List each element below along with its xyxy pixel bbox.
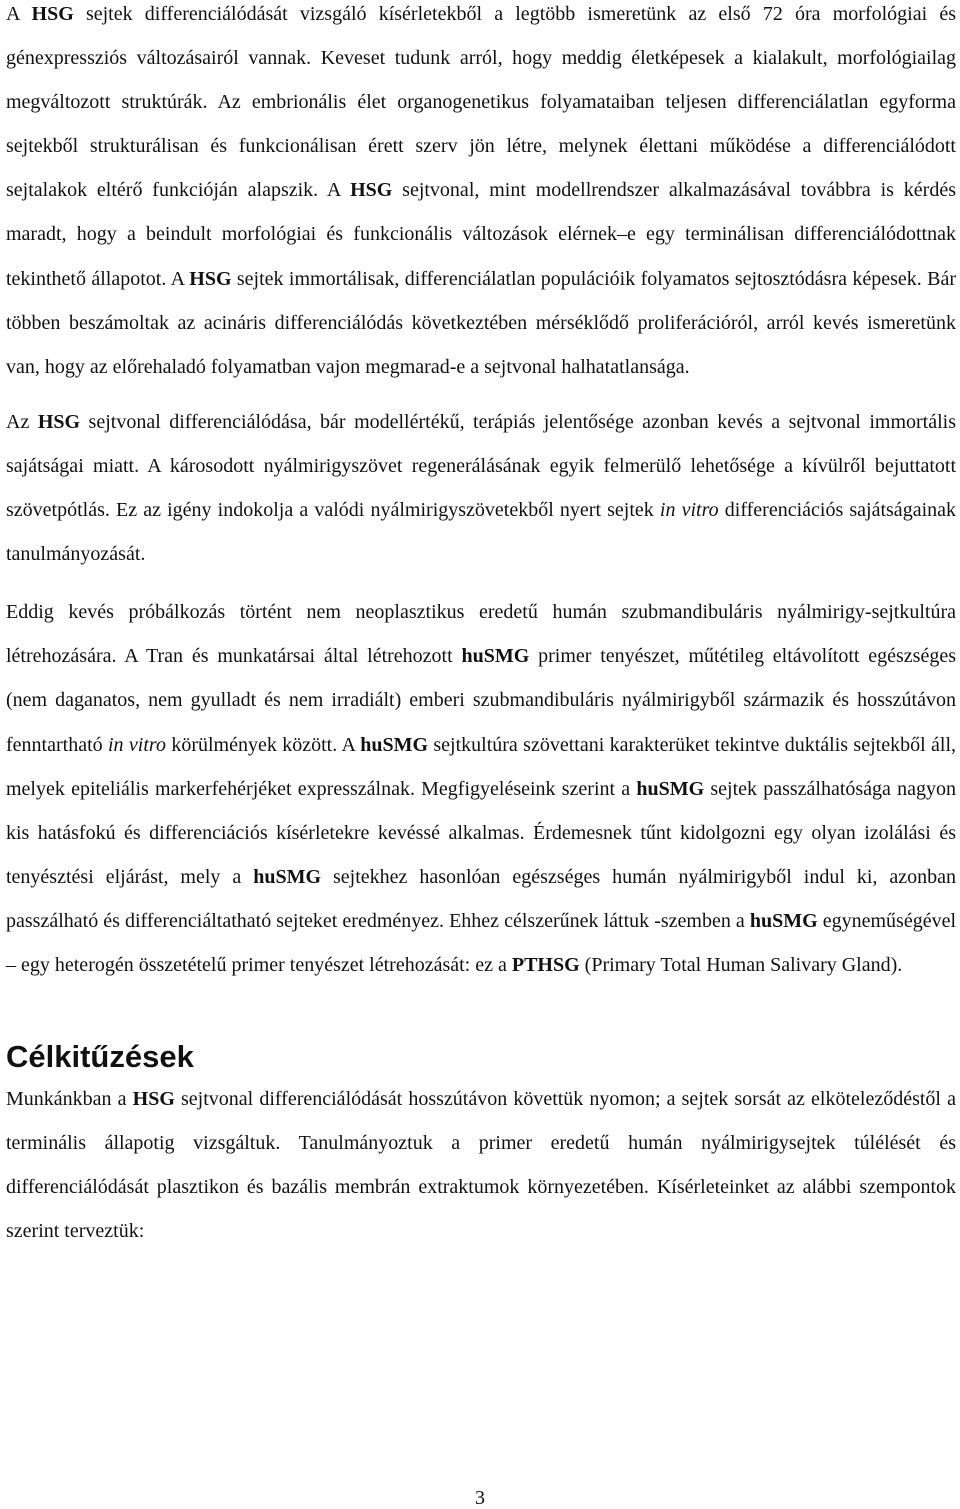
italic-term: in vitro [108,733,166,756]
text-run: sejtkultúra szövettani karakterüket tekintve duktális sejtekből áll, melyek epiteliális markerfehérjéket expresszálnak. Megfigyeléseink szerint a [6,733,956,800]
paragraph-husmg-culture [6,590,956,987]
paragraph-hsg-differentiation [6,0,956,389]
bold-term: huSMG [636,777,705,800]
bold-term: huSMG [749,909,818,932]
paragraph-therapeutic-relevance [6,400,956,576]
text-run: Munkánkban a [6,1088,133,1111]
text-run: sejtvonal differenciálódása, bár modellértékű, terápiás jelentősége azonban kevés a sejtvonal immortális sajátságai miatt. A károsodott nyálmirigyszövet regenerálásának egyik felmerülő lehetősége a kívülről bejuttatott szövetpótlás. Ez az igény indokolja a valódi nyálmirigyszövetekből nyert sejtek [6,410,957,522]
text-run: sejtekhez hasonlóan egészséges humán nyálmirigyből indul ki, azonban passzálható és differenciáltatható sejteket eredményez. Ehhez célszerűnek láttuk -szemben a [6,865,956,932]
section-heading-celkituzesek: Célkitűzések [6,1039,194,1075]
text-run: (Primary Total Human Salivary Gland). [579,953,903,976]
text-run: A [6,3,32,25]
text-run: sejtek passzálhatósága nagyon kis hatásfokú és differenciációs kísérletekre kevéssé alkalmas. Érdemesnek tűnt kidolgozni egy olyan izolálási és tenyésztési eljárást, mely a [6,777,956,888]
text-run: Eddig kevés próbálkozás történt nem neoplasztikus eredetű humán szubmandibuláris nyálmirigy-sejtkultúra létrehozására. A Tran és munkatársai által létrehozott [6,601,956,668]
document-page [6,0,956,1253]
text-run: sejtvonal differenciálódását hosszútávon követtük nyomon; a sejtek sorsát az elköteleződéstől a terminális állapotig vizsgáltuk. Tanulmányoztuk a primer eredetű humán nyálmirigysejtek túlélését és differenciálódását plasztikon és bazális membrán extraktumok környezetében. Kísérleteinket az alábbi szempontok szerint terveztük: [6,1088,956,1243]
bold-term: huSMG [253,865,322,888]
bold-term: PTHSG [511,953,580,976]
text-run: körülmények között. A [165,733,361,756]
bold-term: HSG [31,3,74,25]
text-run: sejtek immortálisak, differenciálatlan populációik folyamatos sejtosztódásra képesek. Bár többen beszámoltak az acináris differenciálódás következtében mérséklődő proliferációról, arról kevés ismeretünk van, hogy az előrehaladó folyamatban vajon megmarad-e a sejtvonal halhatatlansága. [6,267,957,378]
page-number: 3 [475,1487,485,1509]
text-run: sejtvonal, mint modellrendszer alkalmazásával továbbra is kérdés maradt, hogy a beindult morfológiai és funkcionális változások elérnek–e egy terminálisan differenciálódottnak tekinthető állapotot. A [6,179,956,290]
bold-term: HSG [189,267,232,290]
text-run: primer tenyészet, műtétileg eltávolított egészséges (nem daganatos, nem gyulladt és nem irradiált) emberi szubmandibuláris nyálmirigyből származik és hosszútávon fenntartható [6,645,956,756]
text-run: Az [6,410,38,433]
bold-term: HSG [350,179,393,202]
text-run: differenciációs sajátságainak tanulmányozását. [6,499,956,566]
bold-term: HSG [132,1088,175,1111]
bold-term: huSMG [461,645,530,668]
paragraph-objectives [6,1077,956,1253]
italic-term: in vitro [659,499,719,522]
bold-term: huSMG [360,733,429,756]
bold-term: HSG [37,410,81,433]
text-run: sejtek differenciálódását vizsgáló kísérletekből a legtöbb ismeretünk az első 72 óra morfológiai és génexpressziós változásairól vannak. Keveset tudunk arról, hogy meddig életképesek a kialakult, morfológiailag megváltozott struktúrák. Az embrionális élet organogenetikus folyamataiban teljesen differenciálatlan egyforma sejtekből strukturálisan és funkcionálisan érett szerv jön létre, melynek élettani működése a differenciálódott sejtalakok eltérő funkcióján alapszik. A [6,3,956,202]
text-run: egyneműségével – egy heterogén összetételű primer tenyészet létrehozását: ez a [6,909,957,976]
